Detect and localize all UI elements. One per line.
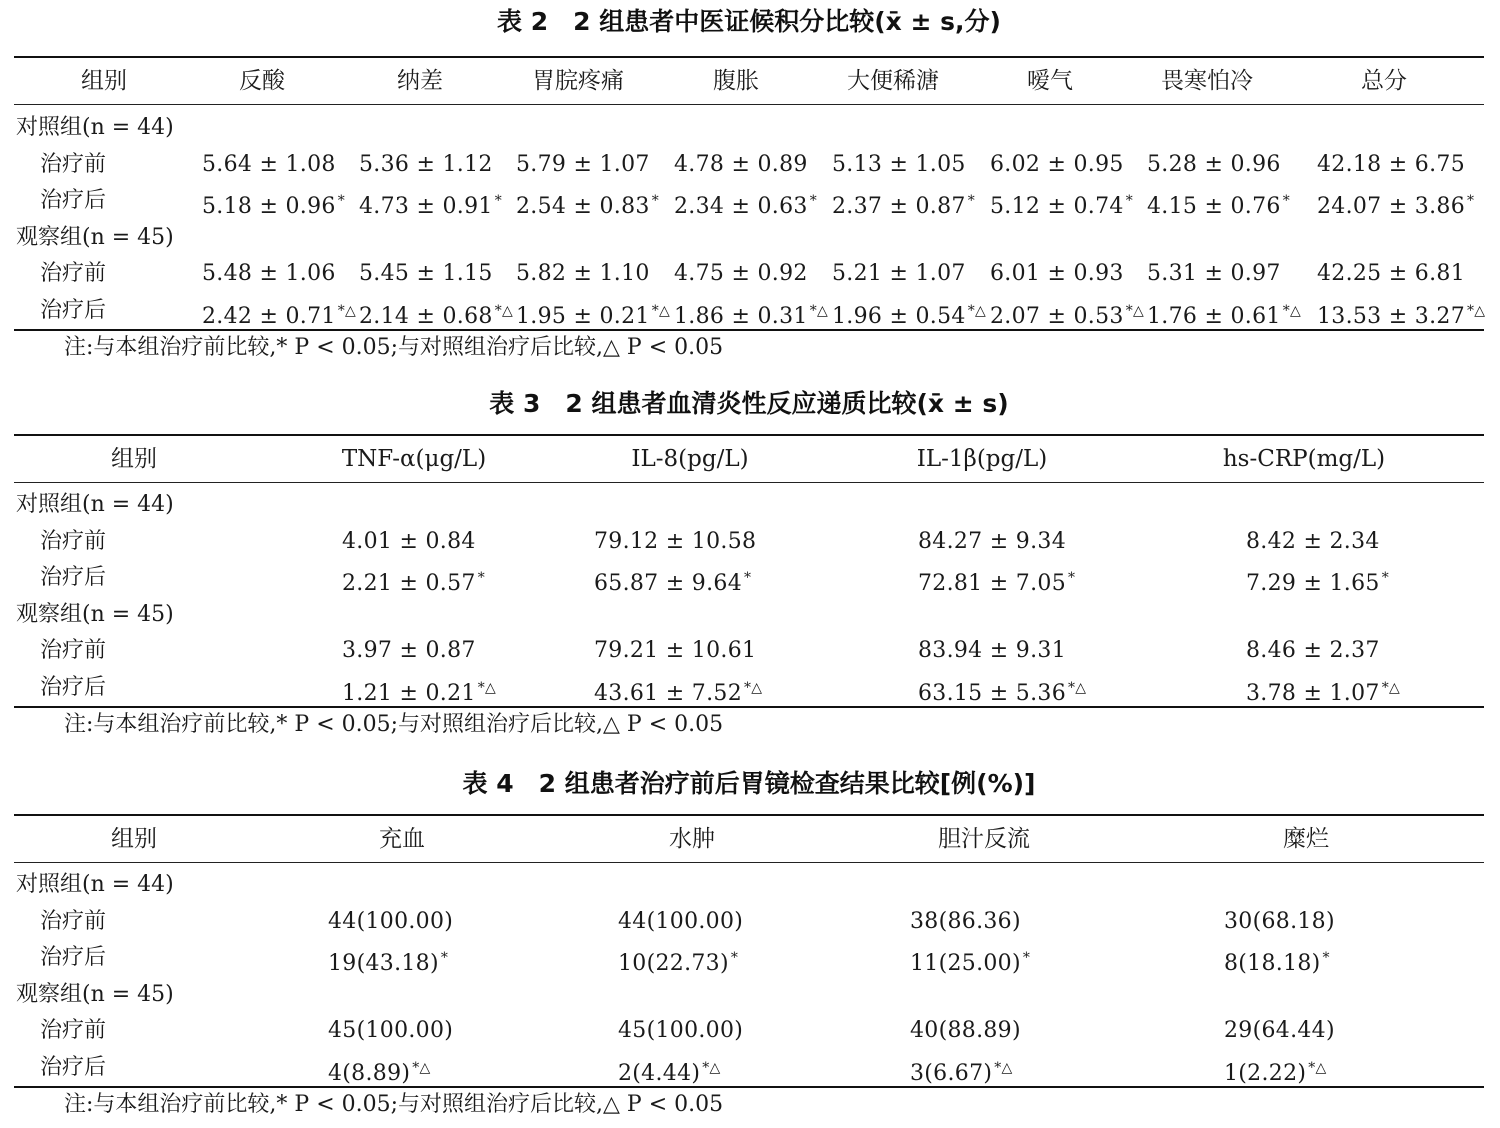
- row-label: 治疗前: [40, 908, 107, 934]
- table-cell: [342, 670, 496, 713]
- table-cell: [674, 147, 808, 184]
- cell-value: 2.34 ± 0.63: [674, 194, 808, 219]
- column-header: TNF-α(μg/L): [341, 446, 487, 472]
- significance-marker: *△: [1467, 302, 1486, 319]
- cell-value: 40(88.89): [910, 1018, 1021, 1043]
- table-title: 表 3 2 组患者血清炎性反应递质比较(x̄ ± s): [489, 389, 1009, 418]
- cell-value: 3.78 ± 1.07: [1246, 680, 1380, 706]
- group-label: 观察组(n = 45): [16, 981, 174, 1007]
- table-cell: [1246, 524, 1380, 561]
- group-label: 对照组(n = 44): [16, 115, 174, 140]
- table-row: [14, 1050, 1484, 1087]
- column-header: 腹胀: [713, 68, 759, 94]
- row-label: 治疗后: [40, 297, 107, 323]
- cell-value: 4.78 ± 0.89: [674, 151, 808, 177]
- table-cell: [1246, 670, 1400, 713]
- cell-value: 5.31 ± 0.97: [1147, 261, 1281, 286]
- table-cell: [674, 256, 808, 293]
- column-header: 总分: [1361, 68, 1407, 94]
- cell-value: 4.73 ± 0.91: [359, 194, 493, 219]
- table-cell: [918, 524, 1066, 561]
- cell-value: 5.79 ± 1.07: [516, 151, 650, 177]
- cell-value: 1.86 ± 0.31: [674, 303, 808, 329]
- cell-value: 5.13 ± 1.05: [832, 151, 966, 177]
- significance-marker: *: [1322, 950, 1330, 966]
- table-cell: [359, 256, 493, 293]
- significance-marker: *△: [702, 1059, 721, 1076]
- cell-value: 5.64 ± 1.08: [202, 151, 336, 177]
- table-row: [14, 560, 1484, 597]
- cell-value: 72.81 ± 7.05: [918, 571, 1066, 596]
- table-cell: [832, 147, 966, 184]
- table-header-row: [14, 58, 1484, 104]
- table-cell: [918, 633, 1066, 670]
- table-title: 表 2 2 组患者中医证候积分比较(x̄ ± s,分): [497, 7, 1001, 36]
- table-row: [14, 904, 1484, 941]
- table-cell: [1224, 904, 1335, 941]
- cell-value: 24.07 ± 3.86: [1317, 194, 1465, 219]
- table-header-row: [14, 816, 1484, 862]
- column-header: 嗳气: [1027, 68, 1073, 94]
- cell-value: 3(6.67): [910, 1060, 993, 1086]
- significance-marker: *: [1068, 570, 1076, 586]
- cell-value: 42.25 ± 6.81: [1317, 261, 1465, 286]
- significance-marker: *: [1467, 193, 1475, 209]
- cell-value: 5.21 ± 1.07: [832, 261, 966, 286]
- column-header: 组别: [111, 446, 157, 472]
- table-cell: [202, 147, 336, 184]
- cell-value: 2.42 ± 0.71: [202, 303, 336, 329]
- table-header-row: [14, 436, 1484, 482]
- cell-value: 29(64.44): [1224, 1018, 1335, 1043]
- cell-value: 2(4.44): [618, 1060, 701, 1086]
- table-3: [14, 386, 1484, 742]
- cell-value: 5.28 ± 0.96: [1147, 151, 1281, 177]
- table-note: 注:与本组治疗前比较,* P < 0.05;与对照组治疗后比较,△ P < 0.05: [64, 712, 724, 737]
- cell-value: 6.01 ± 0.93: [990, 261, 1124, 286]
- table-row: [14, 183, 1484, 220]
- cell-value: 65.87 ± 9.64: [594, 571, 742, 596]
- group-row: [14, 867, 1484, 904]
- table-cell: [594, 524, 756, 561]
- group-row: [14, 597, 1484, 634]
- cell-value: 1.95 ± 0.21: [516, 303, 650, 329]
- column-header: 组别: [111, 826, 157, 852]
- table-row: [14, 670, 1484, 707]
- table-cell: [328, 1013, 453, 1050]
- significance-marker: *△: [651, 302, 671, 319]
- table-cell: [832, 256, 966, 293]
- table-cell: [342, 633, 476, 670]
- significance-marker: *: [477, 570, 486, 586]
- table-cell: [359, 147, 493, 184]
- column-header: 纳差: [397, 68, 443, 94]
- table-body: [14, 863, 1484, 1086]
- significance-marker: *: [809, 193, 818, 209]
- table-cell: [1317, 256, 1465, 293]
- table-4: [14, 766, 1484, 1122]
- row-label: 治疗后: [40, 1054, 107, 1080]
- significance-marker: *: [494, 193, 503, 209]
- significance-marker: *: [1282, 193, 1291, 209]
- table-2: [14, 4, 1484, 365]
- cell-value: 44(100.00): [618, 908, 744, 934]
- table-cell: [1317, 293, 1485, 336]
- significance-marker: *△: [1125, 302, 1145, 319]
- significance-marker: *△: [1068, 679, 1087, 696]
- table-cell: [202, 256, 336, 293]
- table-cell: [832, 293, 986, 336]
- significance-marker: *: [651, 193, 660, 209]
- significance-marker: *△: [967, 302, 987, 319]
- table-body: [14, 483, 1484, 706]
- column-header: 反酸: [239, 68, 285, 94]
- group-row: [14, 220, 1484, 257]
- cell-value: 79.12 ± 10.58: [594, 528, 757, 554]
- cell-value: 84.27 ± 9.34: [918, 528, 1066, 554]
- table-cell: [1317, 147, 1465, 184]
- cell-value: 5.12 ± 0.74: [990, 194, 1124, 219]
- column-header: IL-8(pg/L): [631, 446, 749, 472]
- column-header: 组别: [81, 68, 127, 94]
- table-cell: [328, 904, 453, 941]
- table-cell: [1147, 256, 1281, 293]
- significance-marker: *: [730, 950, 739, 966]
- cell-value: 13.53 ± 3.27: [1317, 303, 1465, 329]
- table-cell: [359, 293, 513, 336]
- table-row: [14, 147, 1484, 184]
- table-title: 表 4 2 组患者治疗前后胃镜检查结果比较[例(%)]: [462, 769, 1036, 798]
- group-row: [14, 977, 1484, 1014]
- significance-marker: *△: [477, 679, 497, 696]
- column-header: 胃脘疼痛: [532, 68, 624, 94]
- significance-marker: *: [1022, 950, 1031, 966]
- significance-marker: *: [337, 193, 346, 209]
- significance-marker: *△: [809, 302, 829, 319]
- table-row: [14, 1013, 1484, 1050]
- cell-value: 1(2.22): [1224, 1060, 1307, 1086]
- cell-value: 11(25.00): [910, 951, 1021, 976]
- row-label: 治疗后: [40, 188, 107, 213]
- cell-value: 6.02 ± 0.95: [990, 151, 1124, 177]
- row-label: 治疗后: [40, 945, 107, 970]
- table-cell: [990, 293, 1144, 336]
- significance-marker: *△: [337, 302, 357, 319]
- cell-value: 4(8.89): [328, 1060, 411, 1086]
- significance-marker: *: [744, 570, 752, 586]
- significance-marker: *△: [744, 679, 763, 696]
- table-cell: [910, 1050, 1013, 1093]
- cell-value: 45(100.00): [618, 1018, 744, 1043]
- significance-marker: *△: [412, 1059, 431, 1076]
- group-label: 对照组(n = 44): [16, 492, 174, 517]
- cell-value: 4.01 ± 0.84: [342, 528, 476, 554]
- row-label: 治疗前: [40, 151, 107, 177]
- cell-value: 44(100.00): [328, 908, 454, 934]
- cell-value: 2.14 ± 0.68: [359, 303, 493, 329]
- table-cell: [990, 147, 1124, 184]
- significance-marker: *: [967, 193, 976, 209]
- cell-value: 8(18.18): [1224, 951, 1321, 976]
- cell-value: 8.46 ± 2.37: [1246, 638, 1380, 663]
- cell-value: 4.15 ± 0.76: [1147, 194, 1281, 219]
- table-cell: [328, 1050, 431, 1093]
- significance-marker: *△: [1282, 302, 1302, 319]
- cell-value: 5.36 ± 1.12: [359, 151, 493, 177]
- column-header: 水肿: [669, 826, 715, 852]
- table-row: [14, 256, 1484, 293]
- cell-value: 10(22.73): [618, 951, 729, 976]
- table-cell: [1246, 633, 1380, 670]
- cell-value: 42.18 ± 6.75: [1317, 151, 1465, 177]
- cell-value: 2.37 ± 0.87: [832, 194, 966, 219]
- cell-value: 2.21 ± 0.57: [342, 571, 476, 596]
- cell-value: 43.61 ± 7.52: [594, 680, 742, 706]
- table-row: [14, 940, 1484, 977]
- row-label: 治疗前: [40, 1018, 107, 1043]
- row-label: 治疗前: [40, 638, 107, 663]
- cell-value: 5.18 ± 0.96: [202, 194, 336, 219]
- cell-value: 2.07 ± 0.53: [990, 303, 1124, 329]
- column-header: 大便稀溏: [847, 68, 939, 94]
- table-cell: [918, 670, 1086, 713]
- table-cell: [618, 904, 743, 941]
- cell-value: 45(100.00): [328, 1018, 454, 1043]
- row-label: 治疗后: [40, 674, 107, 700]
- column-header: IL-1β(pg/L): [916, 446, 1048, 472]
- column-header: 充血: [379, 826, 425, 852]
- table-cell: [910, 904, 1021, 941]
- table-cell: [516, 147, 650, 184]
- cell-value: 79.21 ± 10.61: [594, 638, 757, 663]
- column-header: 糜烂: [1283, 826, 1329, 852]
- cell-value: 1.21 ± 0.21: [342, 680, 476, 706]
- cell-value: 5.48 ± 1.06: [202, 261, 336, 286]
- group-row: [14, 110, 1484, 147]
- table-cell: [594, 633, 756, 670]
- cell-value: 2.54 ± 0.83: [516, 194, 650, 219]
- significance-marker: *: [440, 950, 449, 966]
- table-cell: [674, 293, 828, 336]
- group-label: 对照组(n = 44): [16, 872, 174, 897]
- cell-value: 3.97 ± 0.87: [342, 638, 476, 663]
- table-cell: [618, 1013, 743, 1050]
- group-label: 观察组(n = 45): [16, 601, 174, 627]
- table-row: [14, 293, 1484, 330]
- column-header: hs-CRP(mg/L): [1222, 446, 1386, 472]
- significance-marker: *△: [1308, 1059, 1327, 1076]
- table-cell: [1224, 1050, 1327, 1093]
- group-row: [14, 487, 1484, 524]
- table-row: [14, 524, 1484, 561]
- column-header: 胆汁反流: [938, 826, 1030, 852]
- significance-marker: *△: [494, 302, 514, 319]
- significance-marker: *△: [994, 1059, 1013, 1076]
- significance-marker: *: [1125, 193, 1134, 209]
- significance-marker: *△: [1381, 679, 1401, 696]
- cell-value: 5.45 ± 1.15: [359, 261, 493, 286]
- cell-value: 7.29 ± 1.65: [1246, 571, 1380, 596]
- cell-value: 30(68.18): [1224, 908, 1335, 934]
- table-cell: [618, 1050, 721, 1093]
- table-cell: [1224, 1013, 1335, 1050]
- cell-value: 5.82 ± 1.10: [516, 261, 650, 286]
- table-body: [14, 105, 1484, 329]
- cell-value: 8.42 ± 2.34: [1246, 528, 1380, 554]
- table-cell: [594, 670, 762, 713]
- table-cell: [202, 293, 356, 336]
- cell-value: 19(43.18): [328, 951, 439, 976]
- table-cell: [516, 256, 650, 293]
- row-label: 治疗前: [40, 261, 107, 286]
- cell-value: 38(86.36): [910, 908, 1021, 934]
- cell-value: 4.75 ± 0.92: [674, 261, 808, 286]
- table-note: 注:与本组治疗前比较,* P < 0.05;与对照组治疗后比较,△ P < 0.05: [64, 335, 724, 360]
- row-label: 治疗前: [40, 528, 107, 554]
- cell-value: 1.96 ± 0.54: [832, 303, 966, 329]
- cell-value: 63.15 ± 5.36: [918, 680, 1066, 706]
- table-cell: [516, 293, 670, 336]
- table-cell: [910, 1013, 1021, 1050]
- cell-value: 1.76 ± 0.61: [1147, 303, 1281, 329]
- table-row: [14, 633, 1484, 670]
- row-label: 治疗后: [40, 565, 107, 590]
- significance-marker: *: [1381, 570, 1390, 586]
- table-note: 注:与本组治疗前比较,* P < 0.05;与对照组治疗后比较,△ P < 0.05: [64, 1092, 724, 1117]
- cell-value: 83.94 ± 9.31: [918, 638, 1066, 663]
- table-cell: [1147, 147, 1281, 184]
- table-cell: [342, 524, 476, 561]
- group-label: 观察组(n = 45): [16, 224, 174, 250]
- table-cell: [1147, 293, 1301, 336]
- column-header: 畏寒怕冷: [1161, 68, 1253, 94]
- table-cell: [990, 256, 1124, 293]
